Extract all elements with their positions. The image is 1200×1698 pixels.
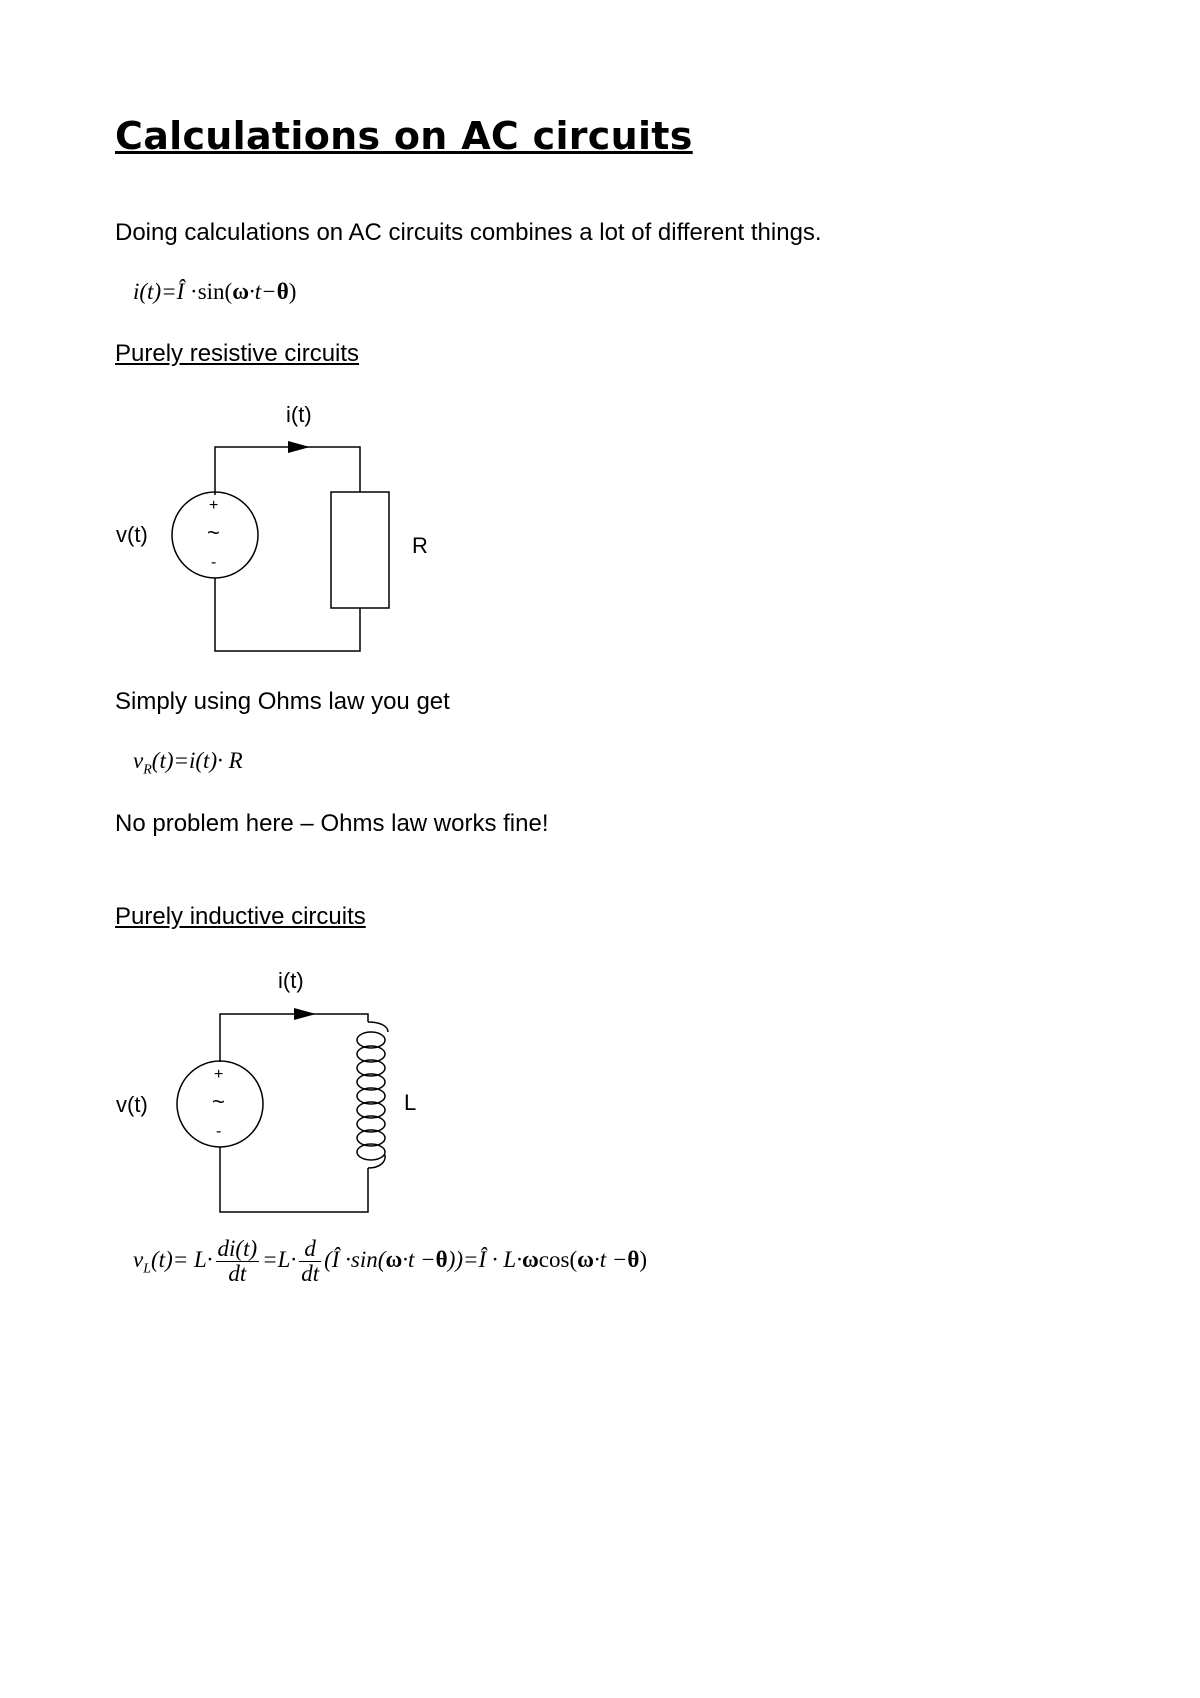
eq-fraction-1 <box>216 1237 260 1286</box>
resistor-label: R <box>412 533 428 558</box>
current-arrow <box>294 1008 316 1020</box>
eq-rhs: (t)=i(t)· R <box>151 748 243 773</box>
source-tilde: ~ <box>207 520 220 545</box>
eq-sin: ·sin( <box>184 279 233 304</box>
inductive-equation <box>133 1237 647 1286</box>
eq-part3: (Î ·sin( <box>324 1246 386 1272</box>
eq-v: v <box>133 748 144 773</box>
fraction-numerator: d <box>299 1237 321 1262</box>
eq-subscript: R <box>143 762 152 778</box>
eq-cos: cos( <box>538 1246 578 1272</box>
eq-part1: (t)= L· <box>151 1246 213 1272</box>
bottom-wire <box>215 578 360 651</box>
bottom-wire <box>220 1147 368 1212</box>
top-wire <box>215 447 360 495</box>
inductor-label: L <box>404 1090 417 1115</box>
eq-theta: θ <box>435 1246 448 1272</box>
eq-subscript: L <box>143 1261 152 1277</box>
eq-part4: ·t − <box>402 1246 436 1272</box>
current-arrow <box>288 441 310 453</box>
top-wire <box>220 1014 368 1062</box>
voltage-label: v(t) <box>116 522 148 547</box>
resistive-heading: Purely resistive circuits <box>115 340 360 367</box>
eq-part7: ·t − <box>593 1246 628 1272</box>
fraction-denominator: dt <box>301 1261 320 1287</box>
eq-theta: θ <box>627 1246 640 1272</box>
resistor <box>331 492 389 608</box>
inductive-heading: Purely inductive circuits <box>115 903 366 930</box>
eq-omega: ω <box>521 1246 539 1272</box>
current-label: i(t) <box>286 402 312 427</box>
source-minus: - <box>216 1123 222 1140</box>
fraction-numerator: di(t) <box>217 1236 258 1261</box>
voltage-label: v(t) <box>116 1092 148 1117</box>
source-minus: - <box>211 554 217 571</box>
eq-close: ) <box>639 1246 648 1272</box>
eq-fraction-2 <box>299 1237 321 1286</box>
eq-omega: ω <box>385 1246 403 1272</box>
eq-theta: θ <box>276 279 289 304</box>
eq-close: ) <box>288 279 297 304</box>
no-problem-text: No problem here – Ohms law works fine! <box>115 810 549 837</box>
ohms-law-text: Simply using Ohms law you get <box>115 688 450 715</box>
eq-omega: ω <box>577 1246 594 1272</box>
intro-paragraph: Doing calculations on AC circuits combines a lot of different things. <box>115 219 822 246</box>
page-title: Calculations on AC circuits <box>115 114 693 158</box>
eq-omega: ω <box>232 279 250 304</box>
resistive-circuit-diagram <box>100 395 460 665</box>
source-tilde: ~ <box>212 1089 225 1114</box>
eq-part2: =L· <box>262 1246 297 1272</box>
inductive-circuit-diagram <box>100 960 460 1230</box>
eq-lhs: i(t)= <box>133 279 177 304</box>
source-plus: + <box>209 497 219 514</box>
current-equation <box>133 279 296 305</box>
source-plus: + <box>214 1066 224 1083</box>
eq-amplitude: Î <box>176 279 185 304</box>
eq-v: v <box>133 1246 144 1272</box>
current-label: i(t) <box>278 968 304 993</box>
fraction-denominator: dt <box>228 1261 247 1287</box>
eq-part5: ))=Î · L· <box>447 1246 522 1272</box>
inductor <box>357 1022 388 1168</box>
resistive-equation <box>133 748 243 779</box>
eq-t: ·t− <box>249 279 277 304</box>
